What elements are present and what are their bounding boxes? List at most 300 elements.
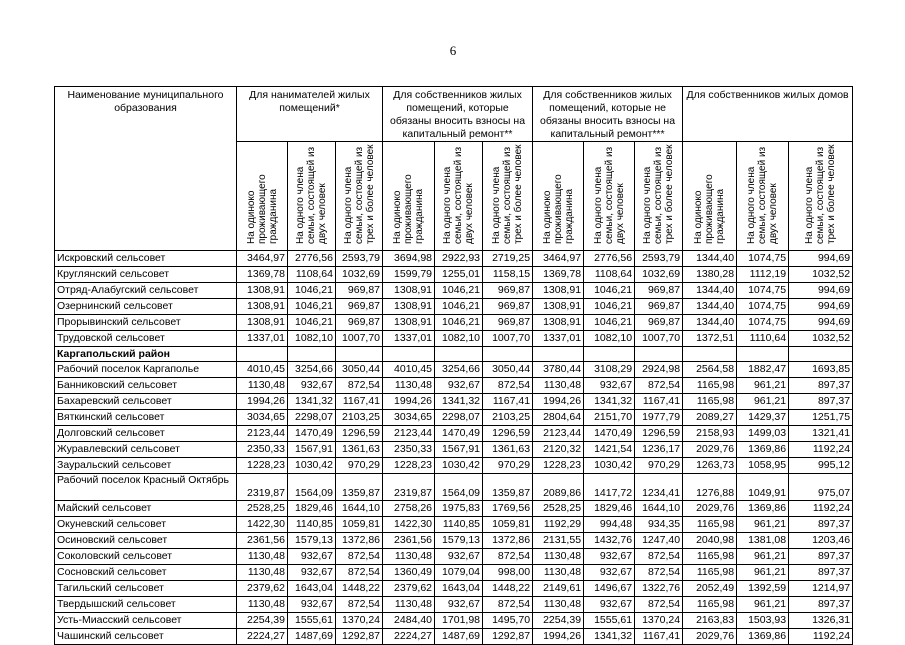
value-cell: 1372,86 <box>336 533 383 549</box>
value-cell: 995,12 <box>789 458 853 474</box>
value-cell: 1567,91 <box>288 442 336 458</box>
value-cell: 1046,21 <box>288 315 336 331</box>
value-cell: 2123,44 <box>533 426 584 442</box>
value-cell: 872,54 <box>336 378 383 394</box>
value-cell: 994,48 <box>584 517 635 533</box>
value-cell: 1167,41 <box>635 629 683 645</box>
table-row <box>55 394 853 410</box>
value-cell: 1228,23 <box>533 458 584 474</box>
value-cell: 1074,75 <box>737 251 789 267</box>
value-cell: 1059,81 <box>483 517 533 533</box>
value-cell: 1007,70 <box>483 331 533 347</box>
municipality-name: Круглянский сельсовет <box>55 267 237 283</box>
value-cell: 1130,48 <box>383 378 435 394</box>
value-cell: 1337,01 <box>237 331 288 347</box>
value-cell: 969,87 <box>635 315 683 331</box>
value-cell: 1108,64 <box>288 267 336 283</box>
value-cell: 1555,61 <box>584 613 635 629</box>
value-cell: 1341,32 <box>288 394 336 410</box>
value-cell: 1165,98 <box>683 565 737 581</box>
value-cell: 2564,58 <box>683 362 737 378</box>
value-cell: 1130,48 <box>383 549 435 565</box>
municipality-name: Долговский сельсовет <box>55 426 237 442</box>
value-cell: 872,54 <box>336 565 383 581</box>
value-cell: 1082,10 <box>584 331 635 347</box>
empty-cell <box>483 347 533 362</box>
value-cell: 994,69 <box>789 283 853 299</box>
municipality-name: Отряд-Алабугский сельсовет <box>55 283 237 299</box>
value-cell: 1422,30 <box>383 517 435 533</box>
value-cell: 932,67 <box>584 565 635 581</box>
value-cell: 1108,64 <box>584 267 635 283</box>
value-cell: 994,69 <box>789 251 853 267</box>
value-cell: 1192,24 <box>789 501 853 517</box>
value-cell: 1369,86 <box>737 442 789 458</box>
value-cell: 1214,97 <box>789 581 853 597</box>
value-cell: 1369,78 <box>237 267 288 283</box>
empty-cell <box>584 347 635 362</box>
value-cell: 1308,91 <box>237 315 288 331</box>
value-cell: 2224,27 <box>237 629 288 645</box>
value-cell: 1130,48 <box>533 549 584 565</box>
value-cell: 897,37 <box>789 378 853 394</box>
value-cell: 2924,98 <box>635 362 683 378</box>
value-cell: 934,35 <box>635 517 683 533</box>
value-cell: 2298,07 <box>435 410 483 426</box>
value-cell: 1487,69 <box>435 629 483 645</box>
value-cell: 1359,87 <box>483 474 533 501</box>
value-cell: 1110,64 <box>737 331 789 347</box>
header-sub-label: На одиноко проживающего гражданина <box>245 174 279 244</box>
value-cell: 961,21 <box>737 394 789 410</box>
value-cell: 2361,56 <box>383 533 435 549</box>
value-cell: 1829,46 <box>584 501 635 517</box>
header-sub-label: На одиноко проживающего гражданина <box>693 174 727 244</box>
municipality-name: Рабочий поселок Красный Октябрь <box>55 474 237 501</box>
value-cell: 1130,48 <box>237 597 288 613</box>
value-cell: 932,67 <box>288 549 336 565</box>
value-cell: 1341,32 <box>584 394 635 410</box>
value-cell: 2593,79 <box>336 251 383 267</box>
municipality-name: Окуневский сельсовет <box>55 517 237 533</box>
value-cell: 970,29 <box>635 458 683 474</box>
header-sub-1-0 <box>383 142 435 251</box>
value-cell: 1644,10 <box>635 501 683 517</box>
value-cell: 1007,70 <box>635 331 683 347</box>
value-cell: 1495,70 <box>483 613 533 629</box>
value-cell: 1130,48 <box>533 378 584 394</box>
municipality-name: Банниковский сельсовет <box>55 378 237 394</box>
value-cell: 1567,91 <box>435 442 483 458</box>
value-cell: 1994,26 <box>237 394 288 410</box>
value-cell: 932,67 <box>288 597 336 613</box>
value-cell: 3254,66 <box>435 362 483 378</box>
value-cell: 2719,25 <box>483 251 533 267</box>
value-cell: 1130,48 <box>383 597 435 613</box>
value-cell: 1130,48 <box>533 565 584 581</box>
table-row <box>55 597 853 613</box>
value-cell: 1599,79 <box>383 267 435 283</box>
district-name: Каргапольский район <box>55 347 237 362</box>
value-cell: 2123,44 <box>383 426 435 442</box>
value-cell: 2361,56 <box>237 533 288 549</box>
value-cell: 1263,73 <box>683 458 737 474</box>
value-cell: 2131,55 <box>533 533 584 549</box>
value-cell: 969,87 <box>635 299 683 315</box>
value-cell: 1392,59 <box>737 581 789 597</box>
empty-cell <box>789 347 853 362</box>
value-cell: 932,67 <box>584 378 635 394</box>
value-cell: 1234,41 <box>635 474 683 501</box>
value-cell: 1165,98 <box>683 378 737 394</box>
empty-cell <box>533 347 584 362</box>
value-cell: 1130,48 <box>237 549 288 565</box>
value-cell: 1555,61 <box>288 613 336 629</box>
value-cell: 872,54 <box>635 597 683 613</box>
value-cell: 1032,52 <box>789 331 853 347</box>
municipality-name: Твердышский сельсовет <box>55 597 237 613</box>
value-cell: 1046,21 <box>584 283 635 299</box>
value-cell: 1247,40 <box>635 533 683 549</box>
value-cell: 872,54 <box>483 597 533 613</box>
value-cell: 3034,65 <box>383 410 435 426</box>
value-cell: 1292,87 <box>483 629 533 645</box>
value-cell: 872,54 <box>635 549 683 565</box>
value-cell: 2379,62 <box>383 581 435 597</box>
value-cell: 1344,40 <box>683 283 737 299</box>
value-cell: 1030,42 <box>288 458 336 474</box>
value-cell: 1074,75 <box>737 283 789 299</box>
value-cell: 969,87 <box>336 283 383 299</box>
table-row <box>55 331 853 347</box>
value-cell: 2149,61 <box>533 581 584 597</box>
value-cell: 1030,42 <box>584 458 635 474</box>
table-row <box>55 410 853 426</box>
value-cell: 2029,76 <box>683 629 737 645</box>
value-cell: 932,67 <box>288 378 336 394</box>
value-cell: 1112,19 <box>737 267 789 283</box>
value-cell: 1046,21 <box>435 315 483 331</box>
subsistence-table <box>54 86 853 645</box>
header-group-owners-without-fee: Для собственников жилых помещений, которые не обязаны вносить взносы на капитальный ремонт*** <box>533 87 683 142</box>
value-cell: 1564,09 <box>435 474 483 501</box>
value-cell: 1579,13 <box>435 533 483 549</box>
value-cell: 1046,21 <box>288 283 336 299</box>
value-cell: 2593,79 <box>635 251 683 267</box>
value-cell: 1370,24 <box>336 613 383 629</box>
value-cell: 1046,21 <box>584 315 635 331</box>
value-cell: 1130,48 <box>237 378 288 394</box>
municipality-name: Тагильский сельсовет <box>55 581 237 597</box>
value-cell: 1369,86 <box>737 629 789 645</box>
table-row <box>55 283 853 299</box>
value-cell: 1361,63 <box>483 442 533 458</box>
header-sub-label: На одного члена семьи, состоящей из трех и более человек <box>642 144 676 244</box>
value-cell: 1422,30 <box>237 517 288 533</box>
value-cell: 1192,24 <box>789 629 853 645</box>
empty-cell <box>435 347 483 362</box>
table-row <box>55 501 853 517</box>
value-cell: 975,07 <box>789 474 853 501</box>
value-cell: 1470,49 <box>288 426 336 442</box>
municipality-name: Сосновский сельсовет <box>55 565 237 581</box>
value-cell: 970,29 <box>336 458 383 474</box>
value-cell: 1372,51 <box>683 331 737 347</box>
value-cell: 1487,69 <box>288 629 336 645</box>
value-cell: 2029,76 <box>683 501 737 517</box>
table-row <box>55 613 853 629</box>
value-cell: 1308,91 <box>533 315 584 331</box>
value-cell: 1140,85 <box>435 517 483 533</box>
value-cell: 1276,88 <box>683 474 737 501</box>
municipality-name: Майский сельсовет <box>55 501 237 517</box>
value-cell: 932,67 <box>435 549 483 565</box>
value-cell: 3464,97 <box>237 251 288 267</box>
value-cell: 1344,40 <box>683 315 737 331</box>
value-cell: 872,54 <box>635 565 683 581</box>
value-cell: 1292,87 <box>336 629 383 645</box>
value-cell: 1994,26 <box>533 394 584 410</box>
table-row <box>55 458 853 474</box>
value-cell: 1579,13 <box>288 533 336 549</box>
header-sub-label: На одного члена семьи, состоящей из двух человек <box>295 146 328 244</box>
header-sub-2-0 <box>533 142 584 251</box>
value-cell: 2528,25 <box>237 501 288 517</box>
header-group-tenants: Для нанимателей жилых помещений* <box>237 87 383 142</box>
value-cell: 1203,46 <box>789 533 853 549</box>
value-cell: 3780,44 <box>533 362 584 378</box>
table-row <box>55 517 853 533</box>
municipality-name: Рабочий поселок Каргаполье <box>55 362 237 378</box>
table-row <box>55 426 853 442</box>
value-cell: 2123,44 <box>237 426 288 442</box>
header-group-house-owners: Для собственников жилых домов <box>683 87 853 142</box>
table-row <box>55 565 853 581</box>
table-row <box>55 629 853 645</box>
municipality-name: Осиновский сельсовет <box>55 533 237 549</box>
header-sub-label: На одного члена семьи, состоящей из трех и более человек <box>804 144 838 244</box>
value-cell: 2298,07 <box>288 410 336 426</box>
value-cell: 872,54 <box>483 378 533 394</box>
value-cell: 932,67 <box>435 597 483 613</box>
value-cell: 1030,42 <box>435 458 483 474</box>
value-cell: 961,21 <box>737 378 789 394</box>
value-cell: 1082,10 <box>288 331 336 347</box>
value-cell: 1372,86 <box>483 533 533 549</box>
value-cell: 1470,49 <box>584 426 635 442</box>
header-sub-2-1 <box>584 142 635 251</box>
value-cell: 3050,44 <box>336 362 383 378</box>
header-sub-0-0 <box>237 142 288 251</box>
municipality-name: Трудовской сельсовет <box>55 331 237 347</box>
table-row <box>55 267 853 283</box>
header-group-owners-with-fee: Для собственников жилых помещений, которые обязаны вносить взносы на капитальный ремонт** <box>383 87 533 142</box>
value-cell: 1058,95 <box>737 458 789 474</box>
value-cell: 969,87 <box>483 283 533 299</box>
value-cell: 1046,21 <box>435 283 483 299</box>
value-cell: 1321,41 <box>789 426 853 442</box>
value-cell: 1994,26 <box>383 394 435 410</box>
value-cell: 1165,98 <box>683 394 737 410</box>
value-cell: 998,00 <box>483 565 533 581</box>
value-cell: 1308,91 <box>533 283 584 299</box>
value-cell: 2350,33 <box>237 442 288 458</box>
value-cell: 2224,27 <box>383 629 435 645</box>
value-cell: 1499,03 <box>737 426 789 442</box>
table-row <box>55 315 853 331</box>
value-cell: 1228,23 <box>237 458 288 474</box>
value-cell: 872,54 <box>336 597 383 613</box>
value-cell: 897,37 <box>789 549 853 565</box>
empty-cell <box>737 347 789 362</box>
value-cell: 897,37 <box>789 394 853 410</box>
value-cell: 1308,91 <box>237 299 288 315</box>
empty-cell <box>635 347 683 362</box>
value-cell: 1074,75 <box>737 299 789 315</box>
value-cell: 2040,98 <box>683 533 737 549</box>
table-row <box>55 474 853 501</box>
value-cell: 1165,98 <box>683 597 737 613</box>
value-cell: 3464,97 <box>533 251 584 267</box>
value-cell: 1429,37 <box>737 410 789 426</box>
value-cell: 1308,91 <box>533 299 584 315</box>
municipality-name: Усть-Миасский сельсовет <box>55 613 237 629</box>
value-cell: 970,29 <box>483 458 533 474</box>
value-cell: 1361,63 <box>336 442 383 458</box>
value-cell: 1167,41 <box>635 394 683 410</box>
value-cell: 2350,33 <box>383 442 435 458</box>
value-cell: 1308,91 <box>237 283 288 299</box>
value-cell: 1470,49 <box>435 426 483 442</box>
value-cell: 1417,72 <box>584 474 635 501</box>
value-cell: 1344,40 <box>683 251 737 267</box>
header-sub-label: На одиноко проживающего гражданина <box>392 174 426 244</box>
value-cell: 4010,45 <box>237 362 288 378</box>
value-cell: 897,37 <box>789 565 853 581</box>
table-row <box>55 533 853 549</box>
table-row <box>55 362 853 378</box>
value-cell: 897,37 <box>789 597 853 613</box>
value-cell: 1337,01 <box>383 331 435 347</box>
table-row <box>55 442 853 458</box>
empty-cell <box>288 347 336 362</box>
municipality-name: Соколовский сельсовет <box>55 549 237 565</box>
value-cell: 1032,69 <box>336 267 383 283</box>
value-cell: 2029,76 <box>683 442 737 458</box>
header-sub-label: На одного члена семьи, состоящей из двух человек <box>592 146 626 244</box>
value-cell: 2089,27 <box>683 410 737 426</box>
value-cell: 932,67 <box>584 597 635 613</box>
value-cell: 961,21 <box>737 517 789 533</box>
value-cell: 1082,10 <box>435 331 483 347</box>
value-cell: 1380,28 <box>683 267 737 283</box>
value-cell: 1049,91 <box>737 474 789 501</box>
value-cell: 1032,52 <box>789 267 853 283</box>
value-cell: 1165,98 <box>683 549 737 565</box>
value-cell: 1448,22 <box>336 581 383 597</box>
value-cell: 1296,59 <box>635 426 683 442</box>
value-cell: 1046,21 <box>435 299 483 315</box>
value-cell: 1432,76 <box>584 533 635 549</box>
value-cell: 969,87 <box>635 283 683 299</box>
value-cell: 2120,32 <box>533 442 584 458</box>
value-cell: 1046,21 <box>584 299 635 315</box>
value-cell: 1829,46 <box>288 501 336 517</box>
value-cell: 1977,79 <box>635 410 683 426</box>
value-cell: 1074,75 <box>737 315 789 331</box>
value-cell: 1007,70 <box>336 331 383 347</box>
district-row <box>55 347 853 362</box>
header-sub-label: На одного члена семьи, состоящей из двух человек <box>746 146 780 244</box>
value-cell: 1255,01 <box>435 267 483 283</box>
table-row <box>55 251 853 267</box>
value-cell: 2254,39 <box>237 613 288 629</box>
value-cell: 1341,32 <box>584 629 635 645</box>
header-sub-0-2 <box>336 142 383 251</box>
value-cell: 1496,67 <box>584 581 635 597</box>
value-cell: 3694,98 <box>383 251 435 267</box>
value-cell: 1192,29 <box>533 517 584 533</box>
value-cell: 1644,10 <box>336 501 383 517</box>
municipality-name: Бахаревский сельсовет <box>55 394 237 410</box>
value-cell: 1296,59 <box>336 426 383 442</box>
value-cell: 969,87 <box>483 299 533 315</box>
value-cell: 1994,26 <box>533 629 584 645</box>
value-cell: 3254,66 <box>288 362 336 378</box>
header-sub-1-1 <box>435 142 483 251</box>
value-cell: 1882,47 <box>737 362 789 378</box>
value-cell: 2163,83 <box>683 613 737 629</box>
value-cell: 1359,87 <box>336 474 383 501</box>
value-cell: 1032,69 <box>635 267 683 283</box>
value-cell: 1059,81 <box>336 517 383 533</box>
value-cell: 932,67 <box>288 565 336 581</box>
header-sub-label: На одиноко проживающего гражданина <box>541 174 575 244</box>
value-cell: 2379,62 <box>237 581 288 597</box>
value-cell: 994,69 <box>789 315 853 331</box>
header-sub-3-0 <box>683 142 737 251</box>
value-cell: 872,54 <box>483 549 533 565</box>
value-cell: 1308,91 <box>383 315 435 331</box>
value-cell: 1369,78 <box>533 267 584 283</box>
value-cell: 2158,93 <box>683 426 737 442</box>
value-cell: 2484,40 <box>383 613 435 629</box>
value-cell: 897,37 <box>789 517 853 533</box>
value-cell: 1341,32 <box>435 394 483 410</box>
value-cell: 2804,64 <box>533 410 584 426</box>
value-cell: 1564,09 <box>288 474 336 501</box>
value-cell: 1975,83 <box>435 501 483 517</box>
value-cell: 1360,49 <box>383 565 435 581</box>
empty-cell <box>237 347 288 362</box>
value-cell: 1192,24 <box>789 442 853 458</box>
value-cell: 1308,91 <box>383 299 435 315</box>
value-cell: 1079,04 <box>435 565 483 581</box>
value-cell: 1167,41 <box>336 394 383 410</box>
value-cell: 994,69 <box>789 299 853 315</box>
value-cell: 1337,01 <box>533 331 584 347</box>
table-row <box>55 378 853 394</box>
table-row <box>55 549 853 565</box>
value-cell: 2776,56 <box>288 251 336 267</box>
value-cell: 872,54 <box>336 549 383 565</box>
value-cell: 1130,48 <box>237 565 288 581</box>
value-cell: 1693,85 <box>789 362 853 378</box>
value-cell: 961,21 <box>737 549 789 565</box>
value-cell: 1130,48 <box>533 597 584 613</box>
empty-cell <box>383 347 435 362</box>
value-cell: 2151,70 <box>584 410 635 426</box>
